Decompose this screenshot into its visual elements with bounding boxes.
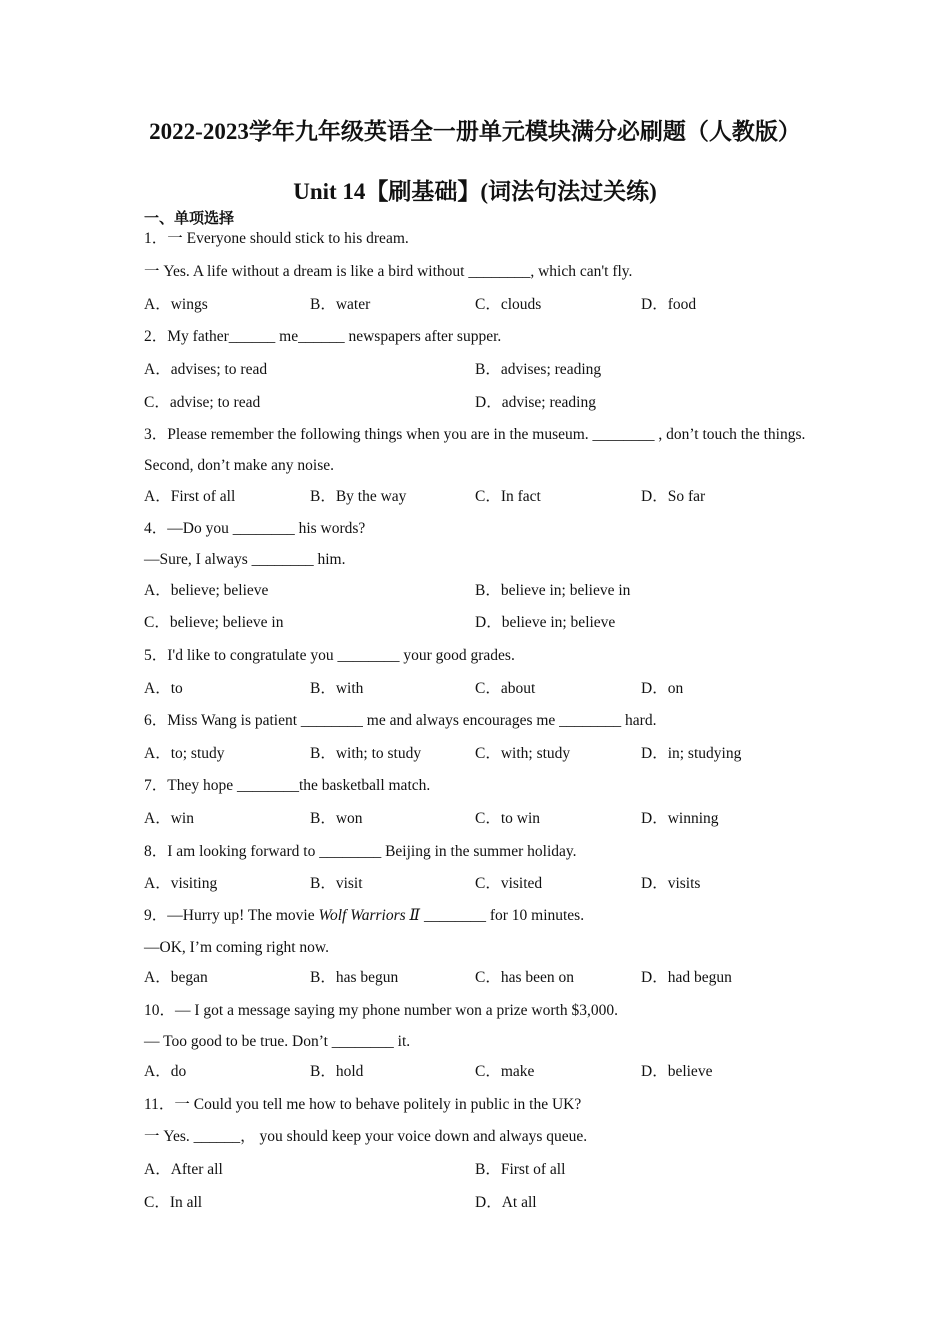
question-1-stem-2: 一 Yes. A life without a dream is like a bird without ________, which can't fly.: [144, 263, 633, 280]
q2-option-a: A．advises; to read: [144, 361, 268, 378]
q9-movie-title: Wolf Warriors Ⅱ: [318, 907, 421, 924]
q9-stem-part-1: 9．—Hurry up! The movie: [144, 907, 319, 924]
q8-option-a: A．visiting: [144, 875, 218, 892]
q3-option-c: C．In fact: [475, 488, 541, 505]
question-3-stem: 3．Please remember the following things when you are in the museum. ________ , don’t touch the things. Second, don’t make any noise.: [144, 426, 806, 474]
question-6-stem: 6．Miss Wang is patient ________ me and always encourages me ________ hard.: [144, 712, 657, 729]
document-subtitle: Unit 14【刷基础】(词法句法过关练): [293, 179, 657, 204]
q2-option-d: D．advise; reading: [475, 394, 596, 411]
q9-option-d: D．had begun: [641, 969, 732, 986]
q1-option-b: B．water: [310, 296, 371, 313]
q8-option-c: C．visited: [475, 875, 543, 892]
q4-option-a: A．believe; believe: [144, 582, 269, 599]
q2-option-c: C．advise; to read: [144, 394, 261, 411]
q10-option-d: D．believe: [641, 1063, 713, 1080]
q6-option-a: A．to; study: [144, 745, 225, 762]
q3-option-d: D．So far: [641, 488, 706, 505]
question-10-stem-2: — Too good to be true. Don’t ________ it.: [144, 1033, 411, 1050]
question-10-stem: 10．— I got a message saying my phone number won a prize worth $3,000.: [144, 1002, 618, 1019]
q11-option-d: D．At all: [475, 1194, 537, 1211]
question-1-stem: 1．一 Everyone should stick to his dream.: [144, 230, 409, 247]
q7-option-d: D．winning: [641, 810, 719, 827]
q6-option-c: C．with; study: [475, 745, 571, 762]
q9-stem-part-2: ________ for 10 minutes.: [420, 907, 585, 924]
q4-option-c: C．believe; believe in: [144, 614, 284, 631]
question-9-stem: [144, 906, 584, 926]
q1-option-a: A．wings: [144, 296, 208, 313]
q10-option-b: B．hold: [310, 1063, 364, 1080]
q8-option-b: B．visit: [310, 875, 363, 892]
q8-option-d: D．visits: [641, 875, 701, 892]
q9-option-b: B．has begun: [310, 969, 399, 986]
q2-option-b: B．advises; reading: [475, 361, 602, 378]
q10-option-a: A．do: [144, 1063, 187, 1080]
question-2-stem: 2．My father______ me______ newspapers after supper.: [144, 328, 502, 345]
q1-option-d: D．food: [641, 296, 697, 313]
q6-option-d: D．in; studying: [641, 745, 742, 762]
q9-option-a: A．began: [144, 969, 208, 986]
question-4-stem: 4．—Do you ________ his words?: [144, 520, 366, 537]
question-9-stem-2: —OK, I’m coming right now.: [144, 939, 329, 956]
q5-option-c: C．about: [475, 680, 536, 697]
q5-option-a: A．to: [144, 680, 183, 697]
q7-option-a: A．win: [144, 810, 194, 827]
q10-option-c: C．make: [475, 1063, 535, 1080]
question-7-stem: 7．They hope ________the basketball match.: [144, 777, 431, 794]
question-11-stem: 11．一 Could you tell me how to behave politely in public in the UK?: [144, 1096, 582, 1113]
q3-option-b: B．By the way: [310, 488, 407, 505]
question-4-stem-2: —Sure, I always ________ him.: [144, 551, 346, 568]
q4-option-d: D．believe in; believe: [475, 614, 616, 631]
q4-option-b: B．believe in; believe in: [475, 582, 631, 599]
q9-option-c: C．has been on: [475, 969, 575, 986]
question-11-stem-2: 一 Yes. ______， you should keep your voice down and always queue.: [144, 1128, 588, 1145]
q11-option-b: B．First of all: [475, 1161, 566, 1178]
q11-option-c: C．In all: [144, 1194, 203, 1211]
q7-option-b: B．won: [310, 810, 363, 827]
question-8-stem: 8．I am looking forward to ________ Beijing in the summer holiday.: [144, 843, 577, 860]
section-heading: 一、单项选择: [144, 211, 235, 227]
question-5-stem: 5．I'd like to congratulate you ________ your good grades.: [144, 647, 515, 664]
q1-option-c: C．clouds: [475, 296, 542, 313]
q5-option-d: D．on: [641, 680, 684, 697]
q3-option-a: A．First of all: [144, 488, 236, 505]
q7-option-c: C．to win: [475, 810, 541, 827]
q5-option-b: B．with: [310, 680, 364, 697]
q11-option-a: A．After all: [144, 1161, 223, 1178]
q6-option-b: B．with; to study: [310, 745, 422, 762]
document-title: 2022-2023学年九年级英语全一册单元模块满分必刷题（人教版）: [149, 119, 801, 144]
